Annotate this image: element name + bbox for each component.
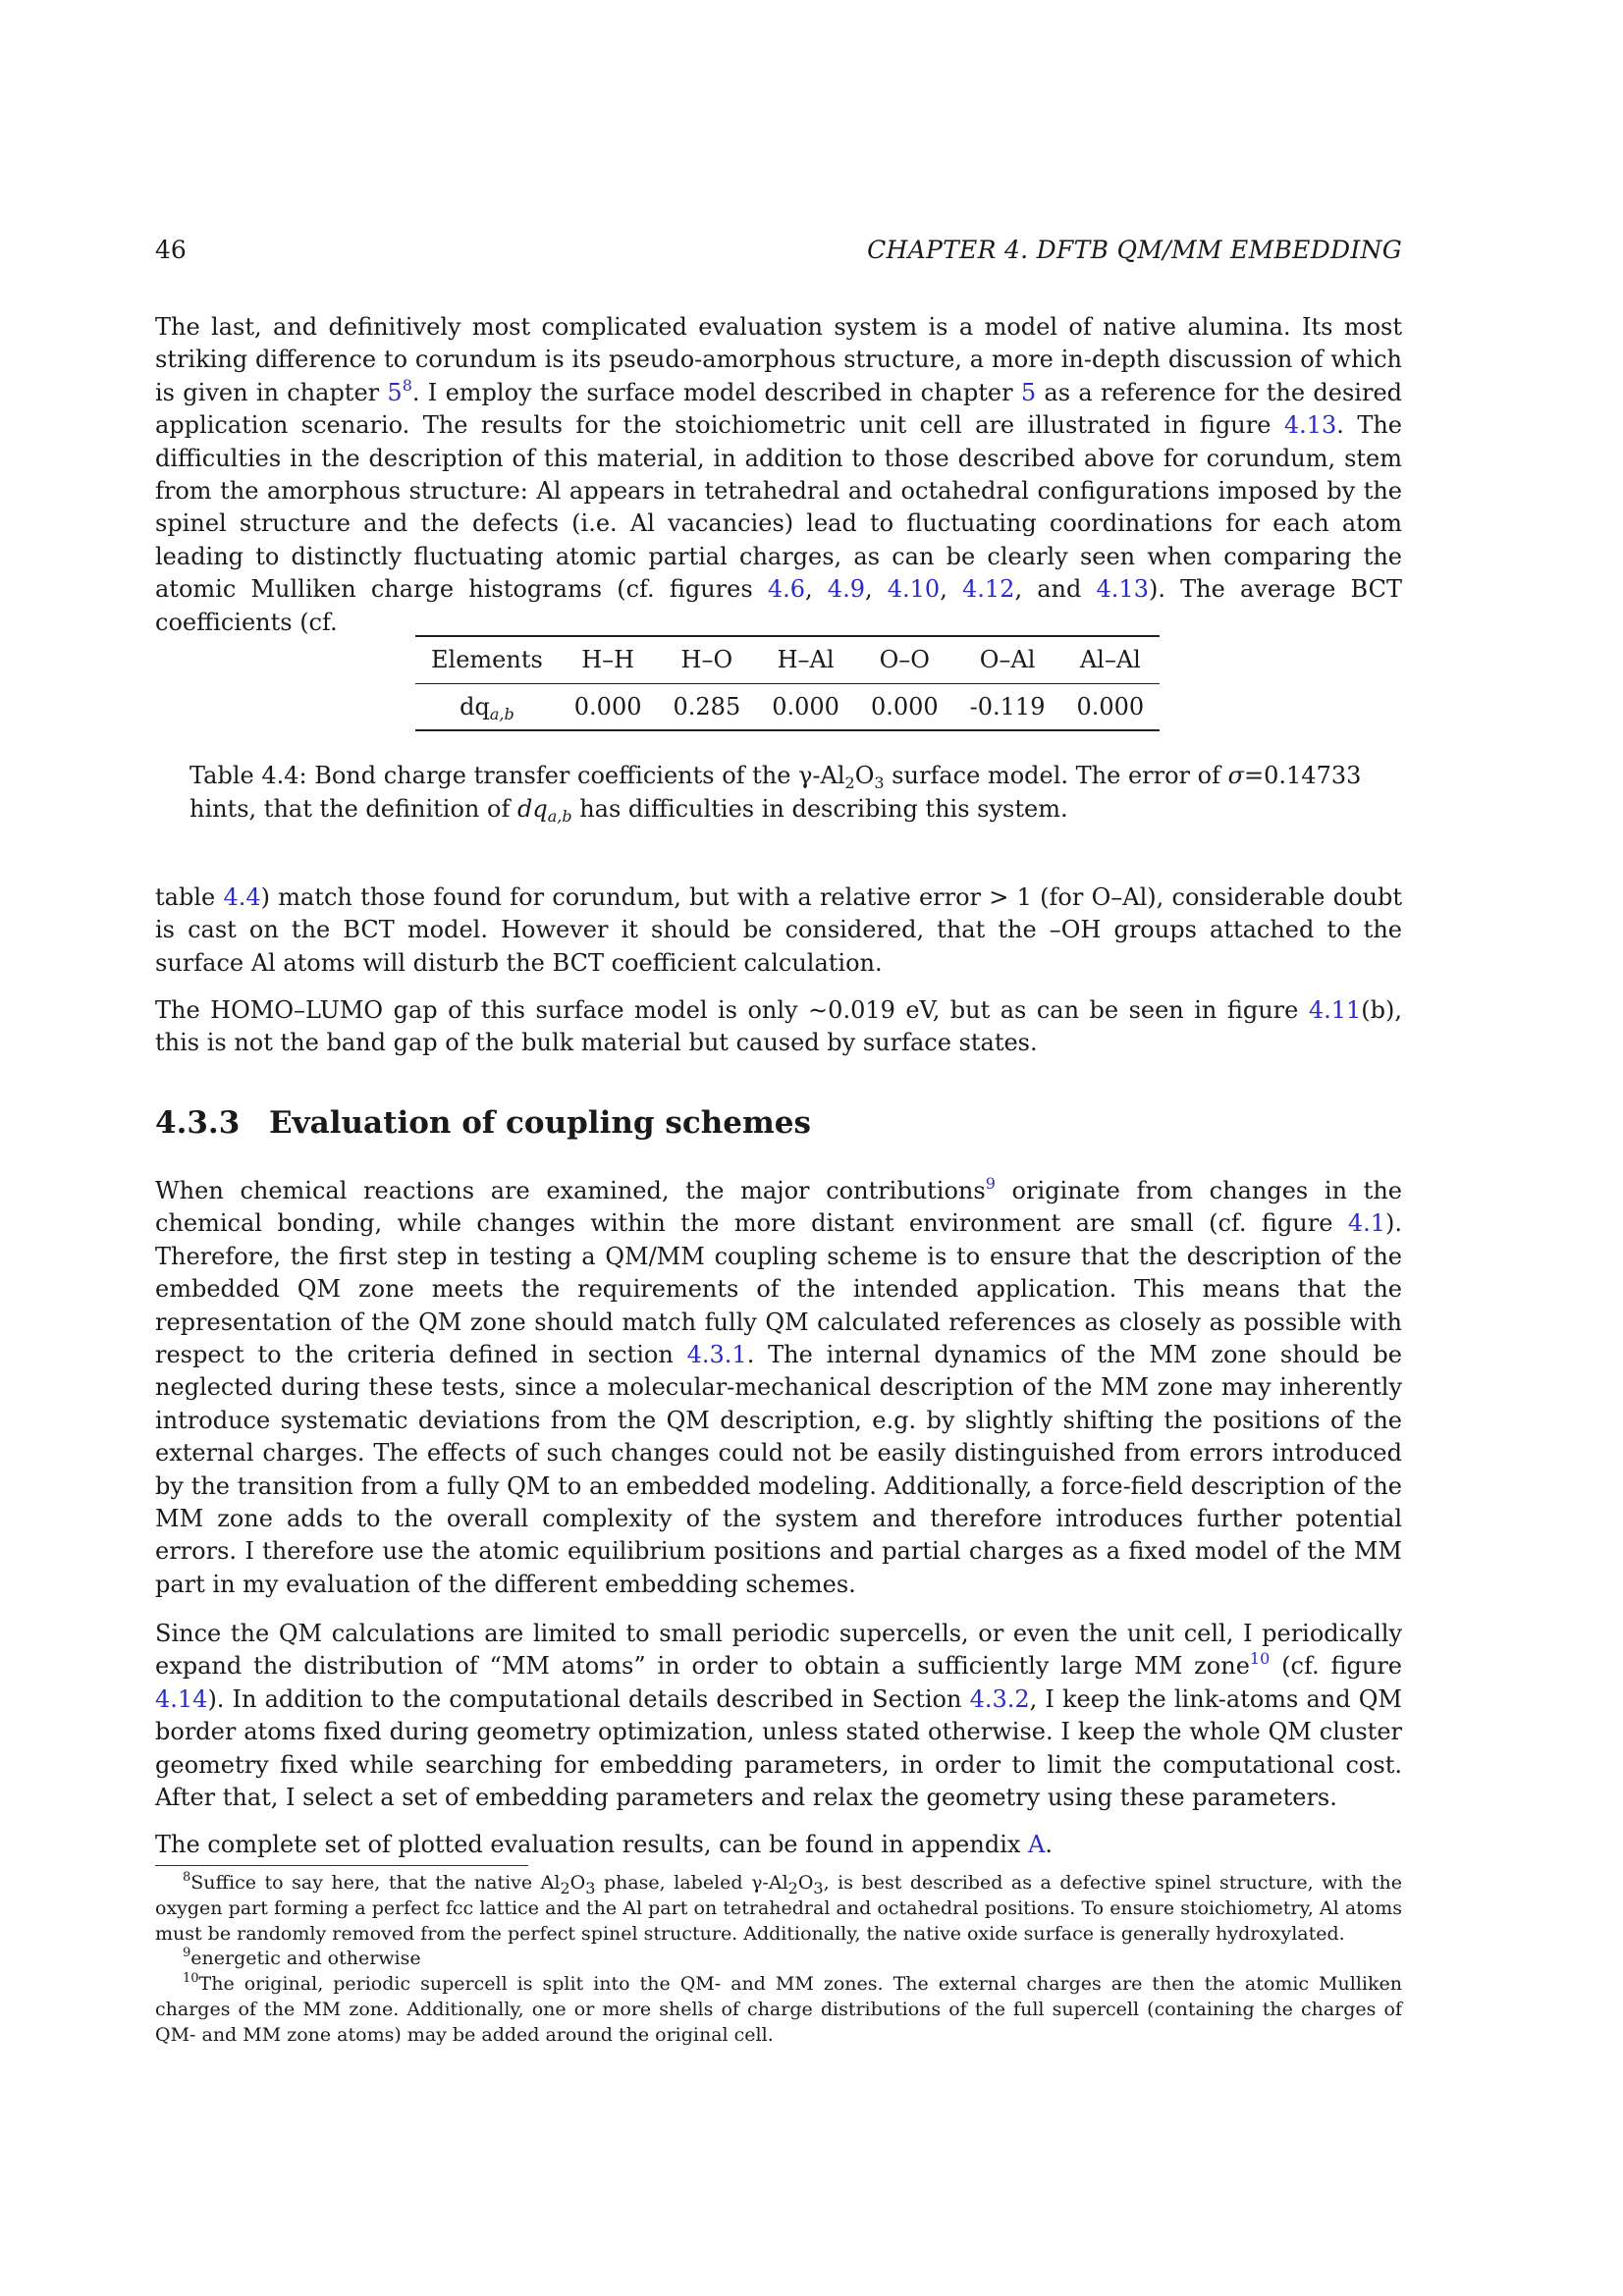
footnote-mark-9[interactable]: 9	[985, 1174, 996, 1193]
paragraph-native-alumina: The last, and definitively most complicated evaluation system is a model of native alumina. Its most striking difference to corundum is its pseudo-amorphous structure, a more in-depth discussion of which is given in chapter $5^8$. I employ the surface model described in chapter 5 as a reference for the desired application scenario. The results for the stoichiometric unit cell are illustrated in figure 4.13. The difficulties in the description of this material, in addition to those described above for corundum, stem from the amorphous structure: Al appears in tetrahedral and octahedral configurations imposed by the spinel structure and the defects (i.e. Al vacancies) lead to fluctuating coordinations for each atom leading to distinctly fluctuating atomic partial charges, as can be clearly seen when comparing the atomic Mulliken charge histograms (cf. figures 4.6, 4.9, 4.10, 4.12, and 4.13). The average BCT coefficients (cf.	[155, 313, 1403, 636]
table-row-label: $dq_{a,b}$	[460, 692, 514, 723]
ref-figure-4-11[interactable]: 4.11	[1308, 996, 1362, 1024]
ref-section-4-3-1[interactable]: 4.3.1	[686, 1341, 747, 1369]
footnote-9: $^9$energetic and otherwise	[183, 1946, 421, 1970]
chapter-title: CHAPTER 4. DFTB QM/MM EMBEDDING	[867, 236, 1402, 264]
ref-section-4-3-2[interactable]: 4.3.2	[969, 1684, 1030, 1713]
paragraph-mm-atoms: Since the QM calculations are limited to small periodic supercells, or even the unit cell, I periodically expand the distribution of “MM atoms” in order to obtain a sufficiently large MM zone$^{10}$ (cf. figure 4.14). In addition to the computational details described in Section 4.3.2, I keep the link-atoms and QM border atoms fixed during geometry optimization, unless stated otherwise. I keep the whole QM cluster geometry fixed while searching for embedding parameters, in order to limit the computational cost. After that, I select a set of embedding parameters and relax the geometry using these parameters.	[155, 1620, 1402, 1812]
table-header-cell: O–Al	[979, 646, 1036, 674]
table-cell: 0.000	[772, 692, 839, 721]
ref-chapter-5[interactable]: 5	[1020, 378, 1037, 406]
ref-figure-4-6[interactable]: 4.6	[767, 575, 805, 604]
footnotes	[155, 1871, 1402, 2049]
table-cell: 0.000	[870, 692, 939, 721]
footnote-10: $^{10}$The original, periodic supercell is split into the QM- and MM zones. The external charges are then the atomic Mulliken charges of the MM zone. Additionally, one or more shells of charge distributions of the full supercell (containing the charges of QM- and MM zone atoms) may be added around the original cell.	[155, 1971, 1402, 2046]
table-caption: Table 4.4: Bond charge transfer coefficients of the $\gamma-Al_2O_3$ surface model. The error of σ=0.14733 hints, that the definition of $dq_{a,b}$ has difficulties in describing this system.	[189, 762, 1362, 826]
section-heading	[155, 1103, 811, 1143]
table-header-row	[415, 636, 1160, 683]
paragraph-coupling-schemes: When chemical reactions are examined, the major contributions$^9$ originate from changes in the chemical bonding, while changes within the more distant environment are small (cf. figure 4.1). Therefore, the first step in testing a QM/MM coupling scheme is to ensure that the description of the embedded QM zone meets the requirements of the intended application. This means that the representation of the QM zone should match fully QM calculated references as closely as possible with respect to the criteria defined in section 4.3.1. The internal dynamics of the MM zone should be neglected during these tests, since a molecular-mechanical description of the MM zone may inherently introduce systematic deviations from the QM description, e.g. by slightly shifting the positions of the external charges. The effects of such changes could not be easily distinguished from errors introduced by the transition from a fully QM to an embedded modeling. Additionally, a force-field description of the MM zone adds to the overall complexity of the system and therefore introduces further potential errors. I therefore use the atomic equilibrium positions and partial charges as a fixed model of the MM part in my evaluation of the different embedding schemes.	[155, 1174, 1402, 1598]
table-header-cell: H–H	[581, 646, 635, 674]
footnote-8: $^8$Suffice to say here, that the native $Al_2O_3$ phase, labeled $\gamma-Al_2O_3$, is best described as a defective spinel structure, with the oxygen part forming a perfect fcc lattice and the Al part on tetrahedral and octahedral positions. To ensure stoichiometry, Al atoms must be randomly removed from the perfect spinel structure. Additionally, the native oxide surface is generally hydroxylated.	[155, 1870, 1403, 1945]
table-cell: 0.000	[1076, 692, 1145, 721]
page-number: 46	[155, 236, 187, 264]
ref-figure-4-12[interactable]: 4.12	[962, 575, 1015, 604]
ref-appendix-a[interactable]: A	[1028, 1831, 1046, 1858]
section-title: Evaluation of coupling schemes	[269, 1105, 811, 1141]
ref-figure-4-1[interactable]: 4.1	[1347, 1209, 1385, 1238]
ref-figure-4-14[interactable]: 4.14	[155, 1684, 208, 1713]
paragraph-homo-lumo: The HOMO–LUMO gap of this surface model is only ∼0.019 eV, but as can be seen in figure 4.11(b), this is not the band gap of the bulk material but caused by surface states.	[155, 996, 1402, 1057]
table-cell: 0.000	[573, 692, 642, 721]
table-row	[415, 683, 1160, 730]
ref-figure-4-9[interactable]: 4.9	[827, 575, 865, 604]
ref-figure-4-10[interactable]: 4.10	[887, 575, 941, 604]
table-header-cell: H–O	[680, 646, 733, 674]
footnote-divider	[155, 1865, 528, 1866]
section-number: 4.3.3	[155, 1105, 241, 1141]
table-header-cell: O–O	[879, 646, 930, 674]
footnote-mark-10[interactable]: 10	[1249, 1649, 1271, 1669]
ref-chapter-5[interactable]: 5	[387, 378, 403, 406]
table-cell: -0.119	[969, 692, 1046, 721]
table-header-cell: Al–Al	[1079, 646, 1141, 674]
bct-coefficients-table	[415, 635, 1160, 731]
paragraph-bct-corundum: table 4.4) match those found for corundum, but with a relative error > 1 (for O–Al), considerable doubt is cast on the BCT model. However it should be considered, that the –OH groups attached to the surface Al atoms will disturb the BCT coefficient calculation.	[155, 883, 1402, 977]
footnote-mark-8[interactable]: 8	[402, 375, 412, 395]
ref-figure-4-13[interactable]: 4.13	[1283, 411, 1337, 440]
ref-table-4-4[interactable]: 4.4	[223, 883, 261, 911]
paragraph-appendix: The complete set of plotted evaluation results, can be found in appendix A.	[155, 1831, 1054, 1858]
table-header-cell: Elements	[431, 646, 543, 674]
table-cell: 0.285	[673, 692, 741, 721]
ref-figure-4-13[interactable]: 4.13	[1096, 575, 1149, 604]
table-header-cell: H–Al	[777, 646, 835, 674]
